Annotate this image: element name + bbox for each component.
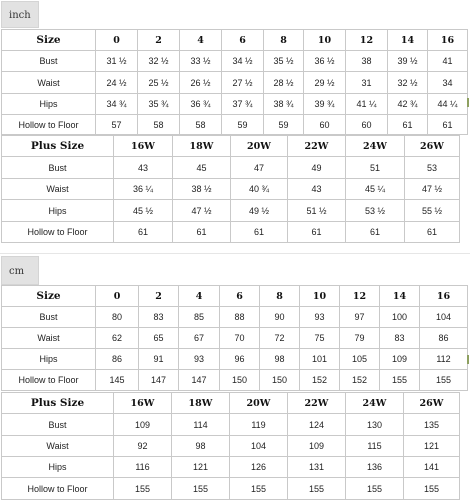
measurement-value: 86 [96, 349, 139, 370]
measurement-label: Waist [2, 328, 96, 349]
measurement-value: 59 [222, 115, 264, 135]
measurement-value: 115 [346, 436, 404, 457]
measurement-value: 147 [139, 370, 179, 391]
measurement-value: 61 [405, 222, 460, 243]
measurement-value: 37 ¾ [222, 94, 264, 115]
measurement-value: 67 [179, 328, 220, 349]
measurement-value: 61 [288, 222, 346, 243]
table-row [2, 157, 460, 179]
size-column-header: 18W [172, 393, 230, 414]
measurement-label: Waist [2, 436, 114, 457]
measurement-value: 75 [300, 328, 340, 349]
measurement-value: 155 [404, 478, 460, 500]
measurement-value: 91 [139, 349, 179, 370]
measurement-value: 104 [230, 436, 288, 457]
measurement-value: 141 [404, 457, 460, 478]
measurement-label: Waist [2, 72, 96, 94]
measurement-value: 32 ½ [138, 51, 180, 72]
measurement-value: 53 [405, 157, 460, 179]
table-row [2, 222, 460, 243]
size-column-header: 16 [420, 286, 468, 307]
measurement-value: 126 [230, 457, 288, 478]
measurement-value: 92 [114, 436, 172, 457]
measurement-label: Hollow to Floor [2, 478, 114, 500]
column-header-label: Size [2, 286, 96, 307]
size-column-header: 0 [96, 286, 139, 307]
measurement-value: 38 ½ [173, 179, 231, 200]
size-column-header: 2 [139, 286, 179, 307]
measurement-value: 49 [288, 157, 346, 179]
measurement-value: 147 [179, 370, 220, 391]
measurement-value: 70 [220, 328, 260, 349]
measurement-value: 109 [288, 436, 346, 457]
table-row [2, 307, 468, 328]
table-row [2, 179, 460, 200]
measurement-label: Waist [2, 179, 114, 200]
measurement-value: 93 [300, 307, 340, 328]
measurement-value: 39 ½ [388, 51, 428, 72]
measurement-label: Hips [2, 457, 114, 478]
header-row [2, 286, 468, 307]
size-column-header: 22W [288, 393, 346, 414]
measurement-value: 96 [220, 349, 260, 370]
measurement-value: 97 [340, 307, 380, 328]
measurement-value: 60 [346, 115, 388, 135]
measurement-value: 29 ½ [304, 72, 346, 94]
measurement-value: 33 ½ [180, 51, 222, 72]
measurement-value: 39 ¾ [304, 94, 346, 115]
measurement-value: 47 ½ [405, 179, 460, 200]
measurement-value: 80 [96, 307, 139, 328]
table-row [2, 370, 468, 391]
size-column-header: 20W [231, 136, 288, 157]
column-header-label: Plus Size [2, 393, 114, 414]
measurement-value: 51 ½ [288, 200, 346, 222]
measurement-value: 41 [428, 51, 468, 72]
measurement-value: 57 [96, 115, 138, 135]
measurement-value: 40 ¾ [231, 179, 288, 200]
measurement-value: 42 ¾ [388, 94, 428, 115]
measurement-value: 36 ¾ [180, 94, 222, 115]
measurement-value: 65 [139, 328, 179, 349]
table-row [2, 51, 468, 72]
measurement-value: 45 [173, 157, 231, 179]
measurement-value: 35 ¾ [138, 94, 180, 115]
measurement-value: 83 [139, 307, 179, 328]
measurement-value: 86 [420, 328, 468, 349]
size-column-header: 4 [179, 286, 220, 307]
measurement-value: 136 [346, 457, 404, 478]
size-column-header: 14 [380, 286, 420, 307]
measurement-value: 114 [172, 414, 230, 436]
measurement-value: 35 ½ [264, 51, 304, 72]
size-column-header: 8 [260, 286, 300, 307]
table-row [2, 478, 460, 500]
measurement-value: 98 [260, 349, 300, 370]
inch-tab-label: inch [9, 10, 31, 21]
table-row [2, 436, 460, 457]
size-column-header: 14 [388, 30, 428, 51]
measurement-value: 130 [346, 414, 404, 436]
measurement-value: 31 ½ [96, 51, 138, 72]
measurement-value: 36 ¼ [114, 179, 173, 200]
measurement-value: 47 [231, 157, 288, 179]
measurement-value: 32 ½ [388, 72, 428, 94]
measurement-value: 72 [260, 328, 300, 349]
measurement-value: 27 ½ [222, 72, 264, 94]
size-column-header: 22W [288, 136, 346, 157]
size-column-header: 12 [346, 30, 388, 51]
size-column-header: 26W [404, 393, 460, 414]
measurement-value: 45 ½ [114, 200, 173, 222]
measurement-value: 53 ½ [346, 200, 405, 222]
measurement-label: Hips [2, 349, 96, 370]
measurement-value: 152 [340, 370, 380, 391]
measurement-value: 155 [172, 478, 230, 500]
measurement-value: 60 [304, 115, 346, 135]
measurement-value: 58 [138, 115, 180, 135]
measurement-value: 145 [96, 370, 139, 391]
size-column-header: 8 [264, 30, 304, 51]
header-row [2, 30, 468, 51]
table-row [2, 200, 460, 222]
measurement-value: 155 [346, 478, 404, 500]
measurement-value: 24 ½ [96, 72, 138, 94]
size-column-header: 12 [340, 286, 380, 307]
measurement-value: 43 [288, 179, 346, 200]
measurement-value: 124 [288, 414, 346, 436]
measurement-value: 116 [114, 457, 172, 478]
measurement-value: 61 [388, 115, 428, 135]
measurement-value: 109 [380, 349, 420, 370]
measurement-value: 61 [231, 222, 288, 243]
cm-tab-label: cm [9, 266, 25, 277]
table-row [2, 328, 468, 349]
measurement-value: 36 ½ [304, 51, 346, 72]
measurement-label: Bust [2, 414, 114, 436]
measurement-label: Hollow to Floor [2, 115, 96, 135]
measurement-value: 93 [179, 349, 220, 370]
measurement-value: 85 [179, 307, 220, 328]
measurement-value: 49 ½ [231, 200, 288, 222]
measurement-value: 155 [114, 478, 172, 500]
measurement-value: 31 [346, 72, 388, 94]
header-row [2, 136, 460, 157]
measurement-value: 61 [173, 222, 231, 243]
edge-marker [467, 98, 469, 107]
cm-tab[interactable] [1, 256, 39, 285]
size-column-header: 24W [346, 136, 405, 157]
table-row [2, 457, 460, 478]
size-column-header: 2 [138, 30, 180, 51]
measurement-value: 38 ¾ [264, 94, 304, 115]
measurement-value: 104 [420, 307, 468, 328]
column-header-label: Size [2, 30, 96, 51]
measurement-value: 34 ½ [222, 51, 264, 72]
measurement-value: 61 [428, 115, 468, 135]
measurement-label: Bust [2, 51, 96, 72]
measurement-value: 51 [346, 157, 405, 179]
measurement-value: 88 [220, 307, 260, 328]
measurement-value: 155 [380, 370, 420, 391]
section-divider [0, 253, 470, 254]
size-column-header: 18W [173, 136, 231, 157]
measurement-value: 152 [300, 370, 340, 391]
measurement-value: 58 [180, 115, 222, 135]
measurement-value: 100 [380, 307, 420, 328]
measurement-value: 112 [420, 349, 468, 370]
size-column-header: 20W [230, 393, 288, 414]
measurement-value: 155 [230, 478, 288, 500]
measurement-value: 121 [172, 457, 230, 478]
table-row [2, 115, 468, 135]
size-column-header: 26W [405, 136, 460, 157]
inch-size-table [1, 29, 468, 135]
header-row [2, 393, 460, 414]
inch-plus-size-table [1, 135, 460, 243]
measurement-value: 98 [172, 436, 230, 457]
size-column-header: 0 [96, 30, 138, 51]
size-column-header: 16 [428, 30, 468, 51]
measurement-value: 105 [340, 349, 380, 370]
measurement-value: 45 ¼ [346, 179, 405, 200]
measurement-value: 38 [346, 51, 388, 72]
measurement-value: 101 [300, 349, 340, 370]
measurement-value: 47 ½ [173, 200, 231, 222]
size-column-header: 10 [300, 286, 340, 307]
measurement-value: 109 [114, 414, 172, 436]
measurement-value: 131 [288, 457, 346, 478]
measurement-label: Hollow to Floor [2, 222, 114, 243]
measurement-value: 90 [260, 307, 300, 328]
size-column-header: 16W [114, 393, 172, 414]
measurement-value: 155 [288, 478, 346, 500]
measurement-label: Bust [2, 157, 114, 179]
column-header-label: Plus Size [2, 136, 114, 157]
size-column-header: 6 [222, 30, 264, 51]
measurement-value: 150 [220, 370, 260, 391]
measurement-value: 59 [264, 115, 304, 135]
measurement-label: Hips [2, 200, 114, 222]
measurement-value: 135 [404, 414, 460, 436]
measurement-label: Bust [2, 307, 96, 328]
measurement-value: 61 [114, 222, 173, 243]
measurement-value: 41 ¼ [346, 94, 388, 115]
size-column-header: 16W [114, 136, 173, 157]
measurement-value: 28 ½ [264, 72, 304, 94]
measurement-value: 61 [346, 222, 405, 243]
table-row [2, 94, 468, 115]
table-row [2, 414, 460, 436]
measurement-value: 44 ¼ [428, 94, 468, 115]
measurement-label: Hollow to Floor [2, 370, 96, 391]
measurement-value: 55 ½ [405, 200, 460, 222]
cm-plus-size-table [1, 392, 460, 500]
size-column-header: 6 [220, 286, 260, 307]
cm-size-table [1, 285, 468, 391]
measurement-value: 34 ¾ [96, 94, 138, 115]
measurement-value: 121 [404, 436, 460, 457]
measurement-value: 79 [340, 328, 380, 349]
measurement-value: 26 ½ [180, 72, 222, 94]
measurement-value: 83 [380, 328, 420, 349]
inch-tab[interactable] [1, 1, 39, 28]
measurement-value: 119 [230, 414, 288, 436]
measurement-label: Hips [2, 94, 96, 115]
measurement-value: 150 [260, 370, 300, 391]
table-row [2, 349, 468, 370]
measurement-value: 43 [114, 157, 173, 179]
size-column-header: 24W [346, 393, 404, 414]
measurement-value: 34 [428, 72, 468, 94]
size-column-header: 10 [304, 30, 346, 51]
edge-marker [467, 355, 469, 364]
measurement-value: 25 ½ [138, 72, 180, 94]
size-column-header: 4 [180, 30, 222, 51]
table-row [2, 72, 468, 94]
measurement-value: 62 [96, 328, 139, 349]
measurement-value: 155 [420, 370, 468, 391]
